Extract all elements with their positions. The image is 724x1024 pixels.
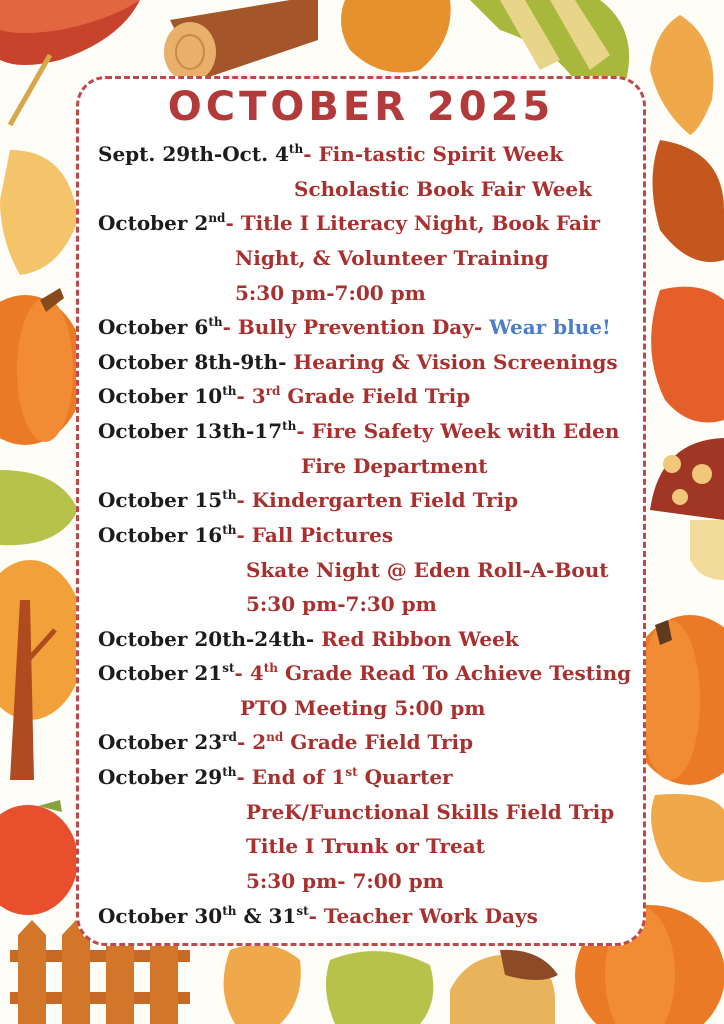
event-date: October 8th-9th- — [98, 350, 287, 374]
calendar-entry — [98, 763, 453, 791]
event-date: October 10th- — [98, 384, 245, 408]
calendar-entry — [98, 348, 618, 376]
calendar-entry — [98, 902, 538, 930]
event-date: October 2nd- — [98, 211, 234, 235]
green-leaf-icon — [0, 470, 78, 545]
event-description: Red Ribbon Week — [321, 627, 519, 651]
calendar-entry — [98, 313, 611, 341]
event-date: October 6th- — [98, 315, 231, 339]
calendar-entry — [98, 625, 519, 653]
event-description: Kindergarten Field Trip — [251, 488, 519, 512]
orange-leaf-icon — [651, 794, 724, 882]
event-description: Fin-tastic Spirit Week — [318, 142, 564, 166]
event-description: 2nd Grade Field Trip — [252, 730, 474, 754]
calendar-entry — [98, 209, 600, 237]
event-date: Sept. 29th-Oct. 4th- — [98, 142, 312, 166]
calendar-entry-continued: PTO Meeting 5:00 pm — [240, 696, 486, 720]
calendar-entry — [98, 417, 619, 445]
calendar-entry-continued: Title I Trunk or Treat — [246, 834, 485, 858]
apple-icon — [0, 800, 78, 915]
event-date: October 29th- — [98, 765, 245, 789]
event-description: 3rd Grade Field Trip — [251, 384, 471, 408]
calendar-entry-continued: PreK/Functional Skills Field Trip — [246, 800, 615, 824]
calendar-entry — [98, 382, 470, 410]
calendar-entry-continued: 5:30 pm-7:00 pm — [235, 281, 426, 305]
calendar-entry — [98, 521, 393, 549]
page-title: OCTOBER 2025 — [167, 84, 555, 130]
event-description: Fire Safety Week with Eden — [311, 419, 620, 443]
event-date: October 15th- — [98, 488, 245, 512]
red-maple-leaf-icon — [651, 287, 724, 423]
calendar-entry-continued: Fire Department — [301, 454, 488, 478]
event-description: Teacher Work Days — [323, 904, 538, 928]
event-description: 4th Grade Read To Achieve Testing — [249, 661, 632, 685]
calendar-entry — [98, 728, 473, 756]
acorn-icon — [450, 950, 558, 1024]
calendar-entry-continued: Night, & Volunteer Training — [235, 246, 549, 270]
event-date: October 13th-17th- — [98, 419, 305, 443]
mushroom-icon — [650, 438, 724, 580]
pumpkin-icon — [0, 288, 85, 445]
tree-icon — [0, 560, 85, 780]
log-icon — [164, 0, 318, 82]
event-description: Hearing & Vision Screenings — [293, 350, 618, 374]
oak-leaf-icon — [650, 15, 713, 135]
event-date: October 20th-24th- — [98, 627, 315, 651]
dark-leaf-icon — [653, 140, 724, 262]
event-description: Bully Prevention Day- — [237, 315, 483, 339]
calendar-entry-continued: 5:30 pm-7:30 pm — [246, 592, 437, 616]
bottom-leaf-icon — [224, 944, 301, 1024]
maple-leaf-icon — [341, 0, 451, 73]
calendar-entry — [98, 140, 563, 168]
event-date: October 16th- — [98, 523, 245, 547]
event-description: Title I Literacy Night, Book Fair — [240, 211, 601, 235]
event-date: October 23rd- — [98, 730, 246, 754]
event-description: End of 1st Quarter — [251, 765, 453, 789]
event-highlight: Wear blue! — [489, 315, 611, 339]
yellow-leaf-icon — [0, 150, 78, 275]
calendar-entry-continued: Scholastic Book Fair Week — [294, 177, 592, 201]
calendar-entry — [98, 486, 518, 514]
calendar-entry-continued: 5:30 pm- 7:00 pm — [246, 869, 444, 893]
event-date: October 30th & 31st- — [98, 904, 317, 928]
calendar-entry — [98, 659, 631, 687]
event-date: October 21st- — [98, 661, 243, 685]
event-description: Fall Pictures — [251, 523, 394, 547]
bottom-green-leaf-icon — [326, 951, 433, 1024]
calendar-entry-continued: Skate Night @ Eden Roll-A-Bout — [246, 558, 609, 582]
